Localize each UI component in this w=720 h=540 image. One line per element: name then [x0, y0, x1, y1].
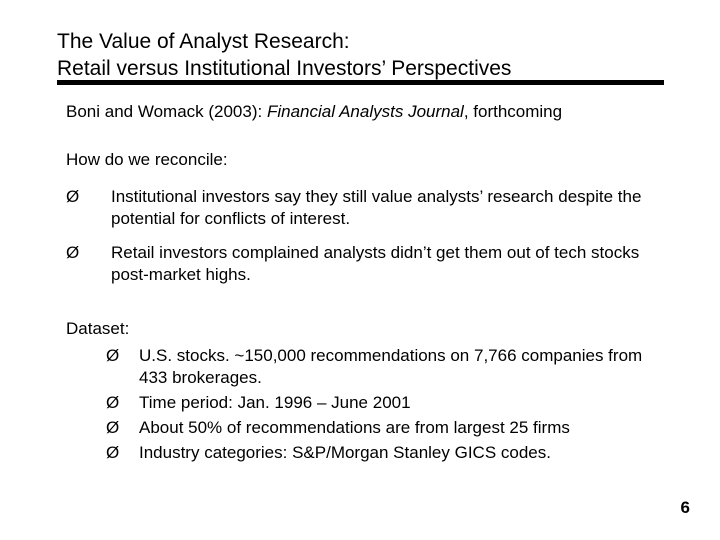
arrow-bullet-icon: Ø: [106, 346, 120, 365]
list-item: [106, 345, 666, 389]
list-item: [106, 442, 666, 464]
dataset-label: Dataset:: [66, 319, 130, 338]
arrow-bullet-icon: Ø: [66, 243, 80, 262]
list-item: [66, 242, 666, 286]
list-item: [106, 392, 666, 414]
list-item: [66, 186, 666, 230]
arrow-bullet-icon: Ø: [106, 443, 120, 462]
arrow-bullet-icon: Ø: [106, 393, 120, 412]
arrow-bullet-icon: Ø: [106, 418, 120, 437]
dataset-list: [106, 345, 666, 467]
page-number: 6: [680, 498, 690, 517]
intro-text: How do we reconcile:: [66, 150, 228, 169]
citation-prefix: Boni and Womack (2003):: [66, 102, 267, 121]
arrow-bullet-icon: Ø: [66, 187, 80, 206]
citation: [66, 101, 562, 123]
citation-suffix: , forthcoming: [463, 102, 563, 121]
list-item: [106, 417, 666, 439]
list-item-text: Institutional investors say they still value analysts’ research despite the potential for conflicts of interest.: [111, 187, 642, 228]
list-item-text: Time period: Jan. 1996 – June 2001: [139, 393, 411, 412]
list-item-text: U.S. stocks. ~150,000 recommendations on 7,766 companies from 433 brokerages.: [139, 346, 643, 387]
slide-title: [57, 28, 511, 82]
citation-journal: Financial Analysts Journal: [266, 102, 464, 121]
list-item-text: Industry categories: S&P/Morgan Stanley GICS codes.: [139, 443, 551, 462]
list-item-text: About 50% of recommendations are from largest 25 firms: [139, 418, 570, 437]
title-divider: [57, 80, 664, 85]
reconcile-list: [66, 186, 666, 298]
slide-title-line-2: Retail versus Institutional Investors’ Perspectives: [57, 57, 512, 80]
slide-title-line-1: The Value of Analyst Research:: [57, 30, 350, 53]
list-item-text: Retail investors complained analysts didn’t get them out of tech stocks post-market highs.: [111, 243, 640, 284]
